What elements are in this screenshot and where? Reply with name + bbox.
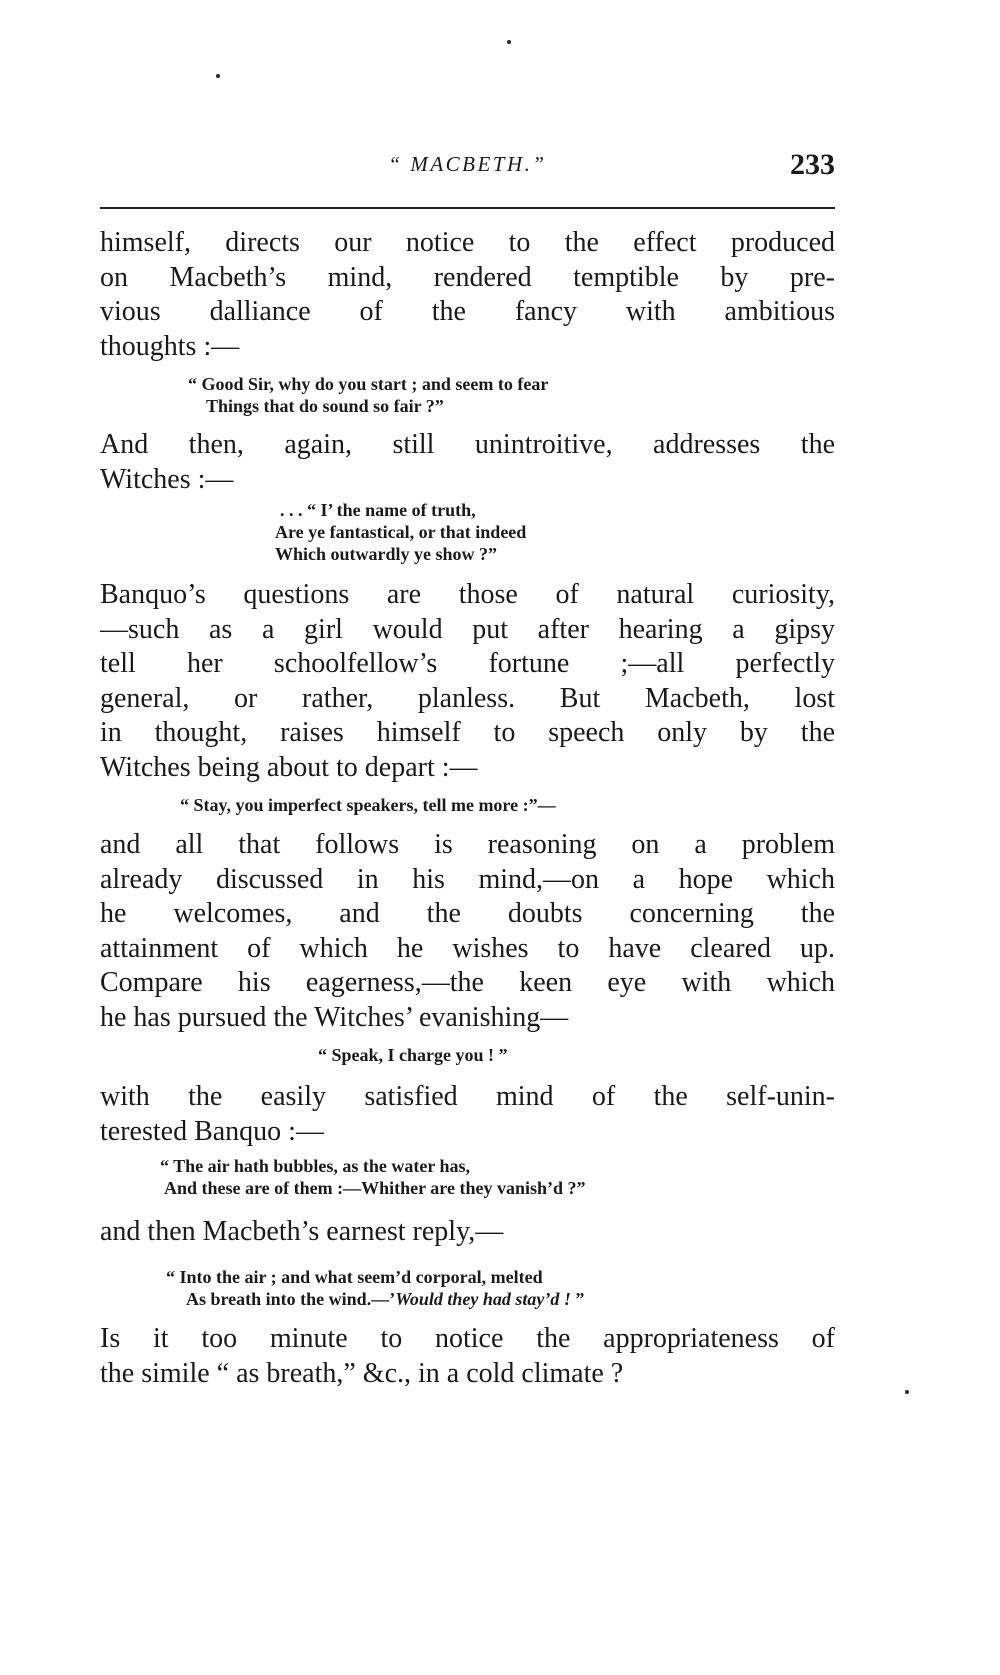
text-line: thoughts :—	[100, 330, 240, 362]
quotation-4	[100, 1044, 835, 1066]
quote-italic-text: Would they had stay’d !	[395, 1289, 571, 1309]
quote-line: Which outwardly ye show ?”	[275, 544, 498, 564]
text-line: in thought, raises himself to speech only by the	[100, 717, 835, 748]
text-line: terested Banquo :—	[100, 1115, 324, 1147]
quote-line: “ Stay, you imperfect speakers, tell me more :”—	[180, 795, 556, 815]
text-line: Is it too minute to notice the appropriateness of	[100, 1323, 835, 1354]
quote-line: And these are of them :—Whither are they vanish’d ?”	[164, 1178, 586, 1198]
quotation-5	[100, 1155, 835, 1199]
text-line: Witches being about to depart :—	[100, 751, 478, 783]
text-line: Banquo’s questions are those of natural curiosity,	[100, 579, 835, 610]
text-line: And then, again, still unintroitive, addresses the	[100, 429, 835, 460]
ink-speck	[905, 1390, 909, 1394]
paragraph-5	[100, 1080, 835, 1149]
text-line: with the easily satisfied mind of the self-unin-	[100, 1081, 835, 1112]
quotation-3	[100, 794, 835, 816]
text-line: he has pursued the Witches’ evanishing—	[100, 1001, 569, 1033]
text-line: tell her schoolfellow’s fortune ;—all perfectly	[100, 648, 835, 679]
quote-line: “ Into the air ; and what seem’d corporal, melted	[166, 1267, 543, 1287]
text-line: general, or rather, planless. But Macbeth, lost	[100, 682, 835, 714]
paragraph-1	[100, 226, 835, 364]
quote-close: ”	[570, 1289, 585, 1309]
text-line: —such as a girl would put after hearing a gipsy	[100, 613, 835, 645]
text-line: and then Macbeth’s earnest reply,—	[100, 1216, 504, 1247]
running-head	[100, 148, 835, 188]
text-line: already discussed in his mind,—on a hope which	[100, 863, 835, 895]
quote-line: Things that do sound so fair ?”	[206, 396, 444, 416]
text-line: himself, directs our notice to the effect produced	[100, 227, 835, 258]
text-line: Compare his eagerness,—the keen eye with which	[100, 967, 835, 998]
text-line: Witches :—	[100, 463, 234, 495]
text-line: vious dalliance of the fancy with ambitious	[100, 296, 835, 327]
ink-speck	[216, 74, 220, 78]
text-line: the simile “ as breath,” &c., in a cold climate ?	[100, 1357, 624, 1389]
page-number: 233	[790, 148, 835, 181]
quotation-6	[100, 1266, 835, 1310]
paragraph-4	[100, 828, 835, 1035]
paragraph-6	[100, 1215, 835, 1250]
quotation-1	[100, 373, 835, 417]
paragraph-2	[100, 428, 835, 497]
ink-speck	[507, 40, 511, 44]
paragraph-3	[100, 578, 835, 785]
text-line: and all that follows is reasoning on a problem	[100, 829, 835, 860]
text-line: he welcomes, and the doubts concerning the	[100, 898, 835, 929]
quote-line: Are ye fantastical, or that indeed	[275, 522, 527, 542]
header-rule	[100, 207, 835, 209]
quote-line	[100, 1288, 835, 1310]
paragraph-7	[100, 1322, 835, 1391]
running-title: “ MACBETH.”	[388, 152, 547, 176]
quote-line: “ Good Sir, why do you start ; and seem to fear	[188, 374, 549, 394]
text-line: on Macbeth’s mind, rendered temptible by pre-	[100, 261, 835, 293]
quote-text: As breath into the wind.—’	[186, 1289, 396, 1309]
quote-line: . . . “ I’ the name of truth,	[280, 500, 476, 520]
quote-line: “ Speak, I charge you ! ”	[318, 1045, 508, 1065]
quote-line: “ The air hath bubbles, as the water has,	[160, 1156, 471, 1176]
text-line: attainment of which he wishes to have cleared up.	[100, 932, 835, 964]
quotation-2	[100, 499, 835, 565]
